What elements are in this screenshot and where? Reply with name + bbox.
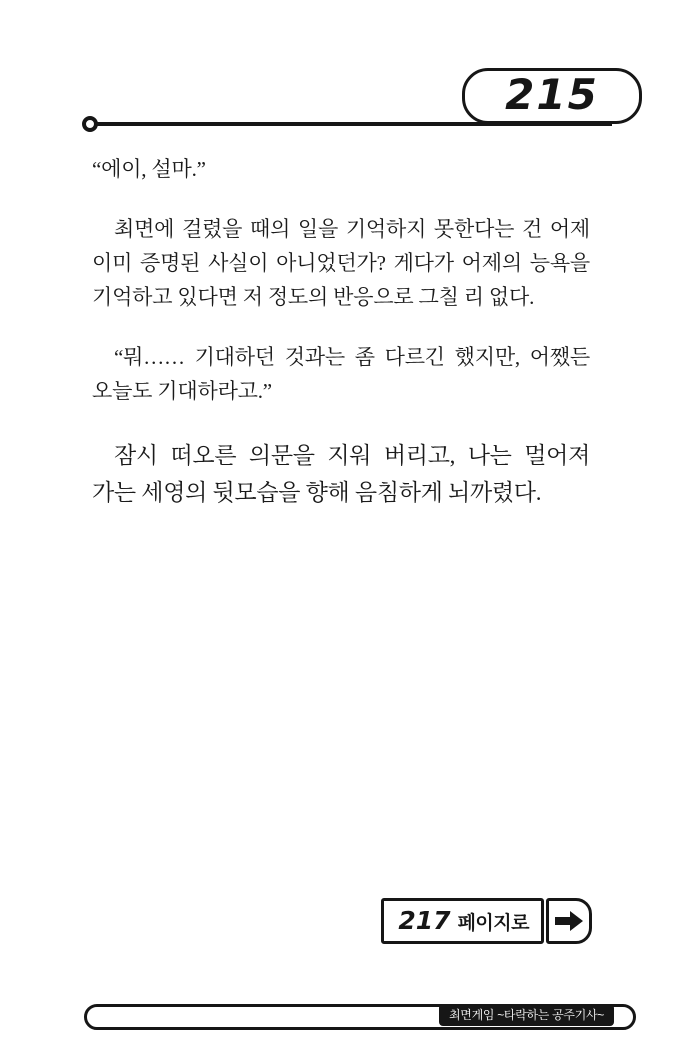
jump-label-text: 페이지로: [457, 913, 529, 934]
paragraph: “에이, 설마.”: [92, 157, 206, 181]
paragraph: “뭐…… 기대하던 것과는 좀 다르긴 했지만, 어쨌든 오늘도 기대하라고.”: [92, 345, 590, 404]
header-dot: [82, 116, 98, 132]
paragraph: 잠시 떠오른 의문을 지워 버리고, 나는 멀어져 가는 세영의 뒷모습을 향해 음침하게 뇌까렸다.: [92, 443, 590, 505]
page-number-badge: [462, 68, 642, 124]
page-number: 215: [505, 70, 599, 119]
jump-page-number: 217: [398, 906, 451, 935]
page-footer: [84, 1004, 636, 1030]
page-body: [92, 152, 590, 538]
paragraph: 최면에 걸렸을 때의 일을 기억하지 못한다는 건 어제 이미 증명된 사실이 아니었던가? 게다가 어제의 능욕을 기억하고 있다면 저 정도의 반응으로 그칠 리 없다.: [92, 217, 590, 310]
arrow-right-icon[interactable]: [546, 898, 592, 944]
footer-title-tab: [439, 1004, 614, 1026]
jump-label-box[interactable]: [381, 898, 544, 944]
jump-to-page-button[interactable]: [381, 898, 592, 944]
footer-title: 최면게임 ~타락하는 공주기사~: [449, 1008, 604, 1022]
page-header: [0, 68, 676, 148]
